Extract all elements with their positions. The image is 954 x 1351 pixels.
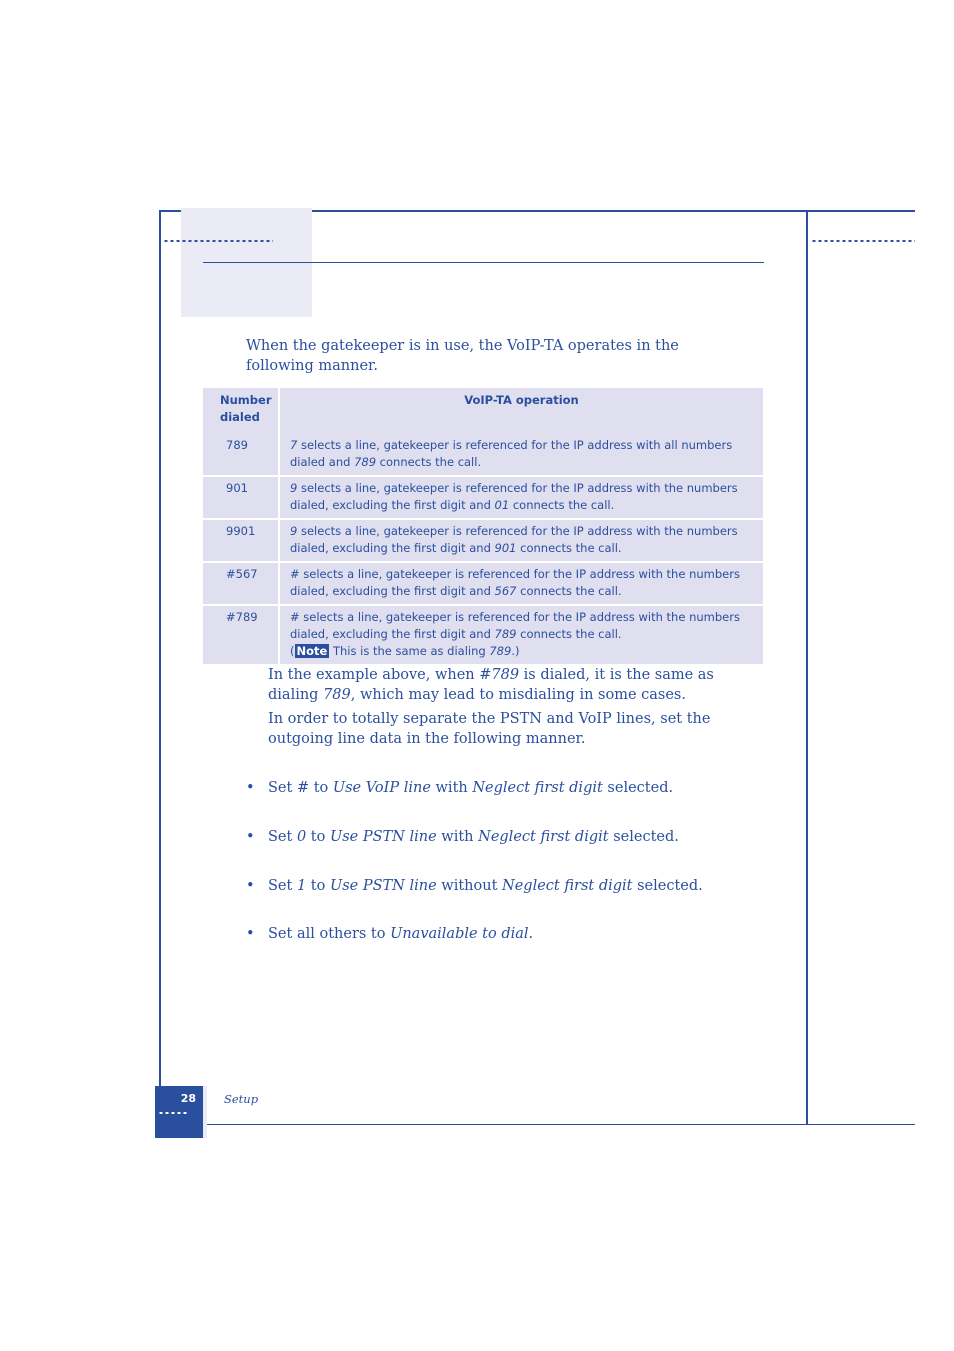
operation-text-end: connects the call. [516,541,622,555]
example-text-a: In the example above, when [268,667,480,683]
footer-section-label: Setup [224,1092,259,1106]
bullet-text-post: selected. [608,829,679,845]
note-open: ( [290,644,295,658]
dotted-rule-right [811,240,915,242]
cell-operation [279,562,763,605]
example-italic-2: 789 [323,687,351,703]
table-header-row [203,388,763,434]
left-frame-line [159,210,161,1087]
operation-text-end: connects the call. [516,584,622,598]
example-paragraph [268,665,758,705]
bullet-text-pre: Set [268,829,297,845]
cell-operation [279,434,763,476]
operation-text: selects a line, gatekeeper is referenced for the IP address with the numbers dialed, excluding the first digit and [290,610,740,641]
lead-digit: 7 [290,438,298,452]
example-text-b: is dialed, it is the same as dialing [268,667,714,703]
operation-text-end: connects the call. [376,455,482,469]
dotted-rule-left [163,240,273,242]
page-tab-edge [203,1086,207,1138]
bullet-text-to: to [306,829,330,845]
header-rule [203,262,764,263]
top-frame-line-left [159,210,181,212]
bullet-text-pre: Set all others to [268,926,391,942]
bullet-option: Use PSTN line [329,829,437,845]
note-badge: Note [296,644,328,658]
right-frame-line [806,210,808,1125]
bullet-flag: Neglect first digit [502,878,633,894]
bullet-key: 1 [296,878,307,894]
page-number: 28 [180,1092,196,1105]
header-voip-operation: VoIP-TA operation [279,388,763,434]
bullet-text-pre: Set [268,780,297,796]
bullet-text-post: selected. [602,780,674,796]
operation-text-end: connects the call. [509,498,615,512]
table-row [203,476,763,519]
cell-operation [279,519,763,562]
cell-number-dialed: #567 [203,562,279,605]
note-close: .) [511,644,520,658]
bullet-key: # [296,780,310,796]
cell-operation [279,476,763,519]
bullet-item [246,778,673,798]
bullet-option: Unavailable to dial [390,926,529,942]
lead-digit: # [290,567,300,581]
bullet-dot: • [246,878,255,894]
bullet-dot: • [246,780,255,796]
table-row [203,519,763,562]
intro-paragraph: When the gatekeeper is in use, the VoIP-TA operates in the following manner. [246,338,679,374]
top-frame-line [312,210,915,212]
separation-paragraph: In order to totally separate the PSTN and VoIP lines, set the outgoing line data in the following manner. [268,711,711,747]
bullet-item [246,876,703,896]
dialed-reference: 567 [494,584,517,598]
example-italic-1: #789 [479,667,520,683]
bullet-item [246,924,533,944]
footer-rule [207,1124,915,1125]
operation-table [203,388,763,664]
bullet-flag: Neglect first digit [478,829,609,845]
example-text-c: , which may lead to misdialing in some cases. [350,687,686,703]
bullet-text-to: to [306,878,330,894]
cell-operation [279,605,763,664]
page-number-tab [155,1086,203,1138]
cell-number-dialed: 901 [203,476,279,519]
operation-text-end: connects the call. [516,627,622,641]
bullet-option: Use PSTN line [329,878,437,894]
table-row [203,434,763,476]
dialed-reference: 901 [494,541,517,555]
note-reference: 789 [489,644,512,658]
dialed-reference: 789 [494,627,517,641]
lead-digit: 9 [290,524,298,538]
bullet-option: Use VoIP line [332,780,431,796]
operation-text: selects a line, gatekeeper is referenced for the IP address with the numbers dialed, excluding the first digit and [290,524,738,555]
bullet-text-mid: with [436,829,479,845]
dialed-reference: 01 [494,498,510,512]
header-number-dialed: Number dialed [203,388,279,434]
cell-number-dialed: #789 [203,605,279,664]
table-row [203,562,763,605]
operation-text: selects a line, gatekeeper is referenced for the IP address with the numbers dialed, excluding the first digit and [290,567,740,598]
cell-number-dialed: 789 [203,434,279,476]
bullet-text-post: selected. [632,878,703,894]
bullet-text-to: to [309,780,333,796]
operation-text: selects a line, gatekeeper is referenced for the IP address with all numbers dialed and [290,438,733,469]
bullet-dot: • [246,829,255,845]
bullet-key: 0 [296,829,307,845]
lead-digit: 9 [290,481,298,495]
bullet-text-pre: Set [268,878,297,894]
page-number-dots [158,1112,188,1114]
bullet-text-mid: with [430,780,473,796]
dialed-reference: 789 [354,455,377,469]
lead-digit: # [290,610,300,624]
bullet-dot: • [246,926,255,942]
operation-text: selects a line, gatekeeper is referenced for the IP address with the numbers dialed, excluding the first digit and [290,481,738,512]
bullet-text-mid: without [436,878,503,894]
bullet-flag: Neglect first digit [472,780,603,796]
note-text: This is the same as dialing [329,644,490,658]
cell-number-dialed: 9901 [203,519,279,562]
table-row [203,605,763,664]
bullet-text-post: . [528,926,534,942]
bullet-item [246,827,679,847]
